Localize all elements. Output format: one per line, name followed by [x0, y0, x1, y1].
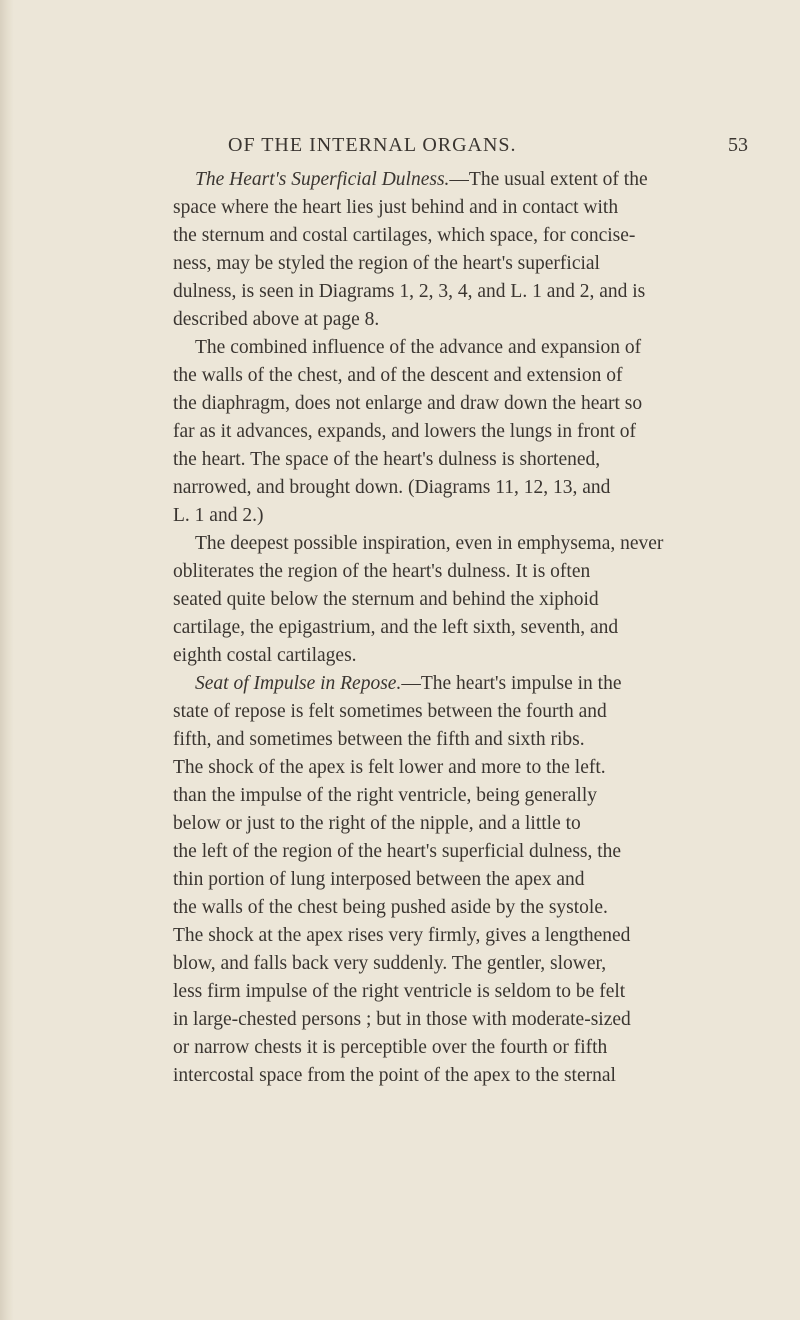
text-line: The shock of the apex is felt lower and more to the left.	[173, 757, 606, 778]
text-line: eighth costal cartilages.	[173, 645, 357, 666]
text-line: in large-chested persons ; but in those with moderate-sized	[173, 1009, 631, 1030]
text-line: ness, may be styled the region of the heart's superficial	[173, 253, 600, 274]
text-line: or narrow chests it is perceptible over the fourth or fifth	[173, 1037, 608, 1058]
text-line-content: —The usual extent of the	[449, 169, 648, 190]
text-line: state of repose is felt sometimes between the fourth and	[173, 701, 607, 722]
text-line: seated quite below the sternum and behind the xiphoid	[173, 589, 599, 610]
text-line: blow, and falls back very suddenly. The gentler, slower,	[173, 953, 607, 974]
text-line: cartilage, the epigastrium, and the left sixth, seventh, and	[173, 617, 619, 638]
text-line: fifth, and sometimes between the fifth and sixth ribs.	[173, 729, 585, 750]
text-line: dulness, is seen in Diagrams 1, 2, 3, 4, and L. 1 and 2, and is	[173, 281, 646, 302]
page-header	[0, 134, 800, 166]
text-line: space where the heart lies just behind and in contact with	[173, 197, 619, 218]
text-line: the sternum and costal cartilages, which space, for concise-	[173, 225, 636, 246]
text-line	[173, 670, 663, 698]
text-line: the diaphragm, does not enlarge and draw down the heart so	[173, 393, 643, 414]
text-line: The shock at the apex rises very firmly, gives a lengthened	[173, 925, 631, 946]
text-line: the left of the region of the heart's superficial dulness, the	[173, 841, 622, 862]
text-line: less firm impulse of the right ventricle is seldom to be felt	[173, 981, 626, 1002]
section-heading-seat-of-impulse: Seat of Impulse in Repose.	[195, 673, 402, 694]
text-line: below or just to the right of the nipple, and a little to	[173, 813, 581, 834]
text-line: thin portion of lung interposed between the apex and	[173, 869, 585, 890]
text-line: narrowed, and brought down. (Diagrams 11, 12, 13, and	[173, 477, 611, 498]
text-line: obliterates the region of the heart's dulness. It is often	[173, 561, 591, 582]
section-heading-hearts-superficial-dulness: The Heart's Superficial Dulness.	[195, 169, 450, 190]
text-line: the walls of the chest, and of the descent and extension of	[173, 365, 623, 386]
text-line: than the impulse of the right ventricle, being generally	[173, 785, 597, 806]
text-line: the heart. The space of the heart's dulness is shortened,	[173, 449, 601, 470]
text-line: far as it advances, expands, and lowers the lungs in front of	[173, 421, 636, 442]
running-head: OF THE INTERNAL ORGANS.	[228, 134, 517, 156]
text-line: L. 1 and 2.)	[173, 505, 264, 526]
text-line: The combined influence of the advance and expansion of	[195, 337, 642, 358]
text-line: The deepest possible inspiration, even in emphysema, never	[195, 533, 664, 554]
text-line: intercostal space from the point of the apex to the sternal	[173, 1065, 616, 1086]
text-line: the walls of the chest being pushed aside by the systole.	[173, 897, 608, 918]
text-line	[173, 166, 663, 194]
body-text	[173, 166, 663, 1090]
page-gutter-shadow	[0, 0, 14, 1320]
text-line-content: —The heart's impulse in the	[401, 673, 622, 694]
page-number: 53	[728, 134, 748, 156]
text-line: described above at page 8.	[173, 309, 380, 330]
